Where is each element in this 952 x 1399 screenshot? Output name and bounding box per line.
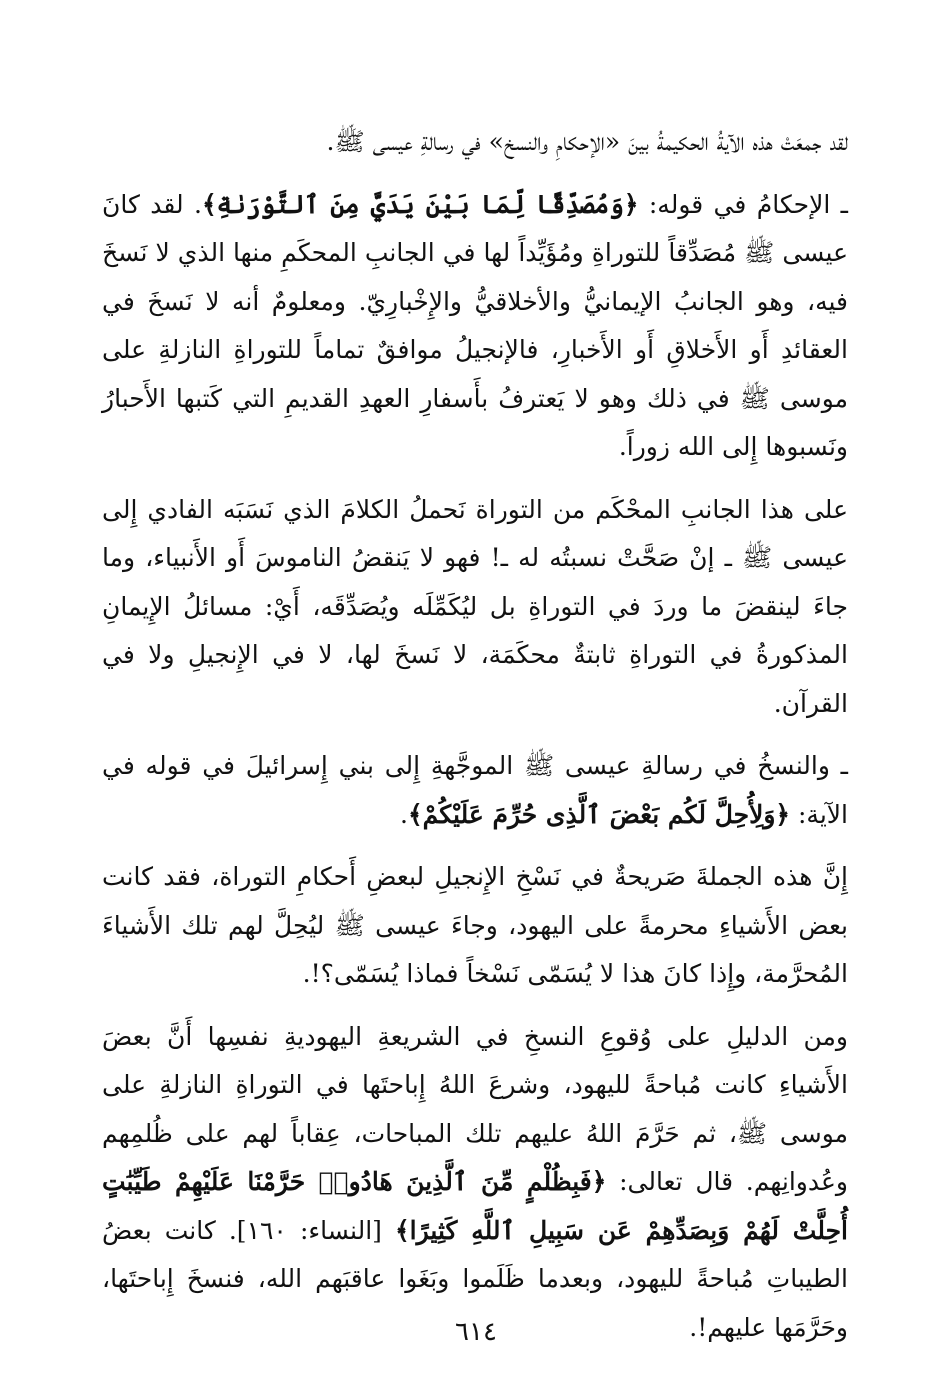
paragraph-text-after: . لقد كانَ عيسى ﷺ مُصَدِّقاً للتوراةِ ومُؤَيِّداً لها في الجانبِ المحكَمِ منها الذي لا نَسخَ فيه، وهو الجانبُ الإيمانيُّ والأخلاقيُّ والإِخْبارِيّ. ومعلومٌ أنه لا نَسخَ في العقائدِ أَو الأَخلاقِ أَو الأَخبارِ، فالإنجيلُ موافقٌ تماماً للتوراةِ النازلةِ على موسى ﷺ في ذلك وهو لا يَعترفُ بأَسفارِ العهدِ القديمِ التي كَتبها الأَحبارُ ونَسبوها إِلى الله زوراً. [102,189,848,461]
paragraph-text: إِنَّ هذه الجملةَ صَريحةٌ في نَسْخِ الإِنجيلِ لبعضِ أَحكامِ التوراة، فقد كانت بعض الأَشياءِ محرمةً على اليهود، وجاءَ عيسى ﷺ ليُحِلَّ لهم تلك الأَشياءَ المُحرَّمة، وإِذا كانَ هذا لا يُسَمّى نَسْخاً فماذا يُسَمّى؟!. [102,862,848,988]
paragraph-naskh [102,742,848,839]
paragraph-text-before: ـ والنسخُ في رسالةِ عيسى ﷺ الموجَّهةِ إِلى بني إِسرائيلَ في قوله في الآية: [102,751,848,829]
paragraph-explicit-abrogation [102,853,848,999]
page-number: ٦١٤ [455,1317,497,1347]
paragraph-text: لقد جمعَتْ هذه الآيةُ الحكيمةُ بينَ «الإحكامِ والنسخ» في رسالةِ عيسى ﷺ. [326,127,848,156]
paragraph-ihkam [102,181,848,472]
paragraph-text-before: ومن الدليلِ على وُقوعِ النسخِ في الشريعةِ اليهوديةِ نفسِها أَنَّ بعضَ الأَشياءِ كانت مُباحةً لليهود، وشرعَ اللهُ إِباحتَها في التوراةِ النازلةِ على موسى ﷺ، ثم حَرَّمَ اللهُ عليهم تلك المباحات، عِقاباً لهم على ظُلمِهم وعُدوانِهم. قال تعالى: [102,1021,848,1196]
paragraph-intro [102,118,848,167]
paragraph-text: على هذا الجانبِ المحْكَم من التوراة نَحملُ الكلامَ الذي نَسَبَه الفادي إِلى عيسى ﷺ ـ إنْ صَحَّتْ نسبتُه له ـ! فهو لا يَنقضُ الناموسَ أَو الأَنبياء، وما جاءَ لينقضَ ما وردَ في التوراةِ بل ليُكَمِّلَه ويُصَدِّقَه، أَيْ: مسائلُ الإِيمانِ المذكورةُ في التوراةِ ثابتةٌ محكَمَة، لا نَسخَ لها، لا في الإِنجيلِ ولا في القرآن. [102,494,848,718]
quran-verse: ﴿فَبِظُلْمٍ مِّنَ ٱلَّذِينَ هَادُوا۟ حَرَّمْنَا عَلَيْهِمْ طَيِّبَٰتٍ أُحِلَّتْ لَهُمْ وَبِصَدِّهِمْ عَن سَبِيلِ ٱللَّهِ كَثِيرًا﴾ [102,1167,849,1245]
paragraph-evidence [102,1013,848,1353]
page-body [102,118,848,1352]
paragraph-text-after: . [400,799,408,829]
paragraph-text-after: [النساء: ١٦٠]. كانت بعضُ الطيباتِ مُباحةً لليهود، وبعدما ظَلَموا وبَغَوا عاقبَهم الله، فنسخَ إِباحتَها، وحَرَّمَها عليهم!. [102,1215,848,1342]
paragraph-text-before: ـ الإحكامُ في قوله: [638,189,848,219]
quran-verse: ﴿وَمُصَدِّقًا لِّمَا بَيْنَ يَدَيَّ مِنَ ٱلتَّوْرَىٰةِ﴾ [201,189,639,219]
quran-verse: ﴿وَلِأُحِلَّ لَكُم بَعْضَ ٱلَّذِى حُرِّمَ عَلَيْكُمْ﴾ [407,799,791,829]
paragraph-muhkam-side [102,486,848,729]
